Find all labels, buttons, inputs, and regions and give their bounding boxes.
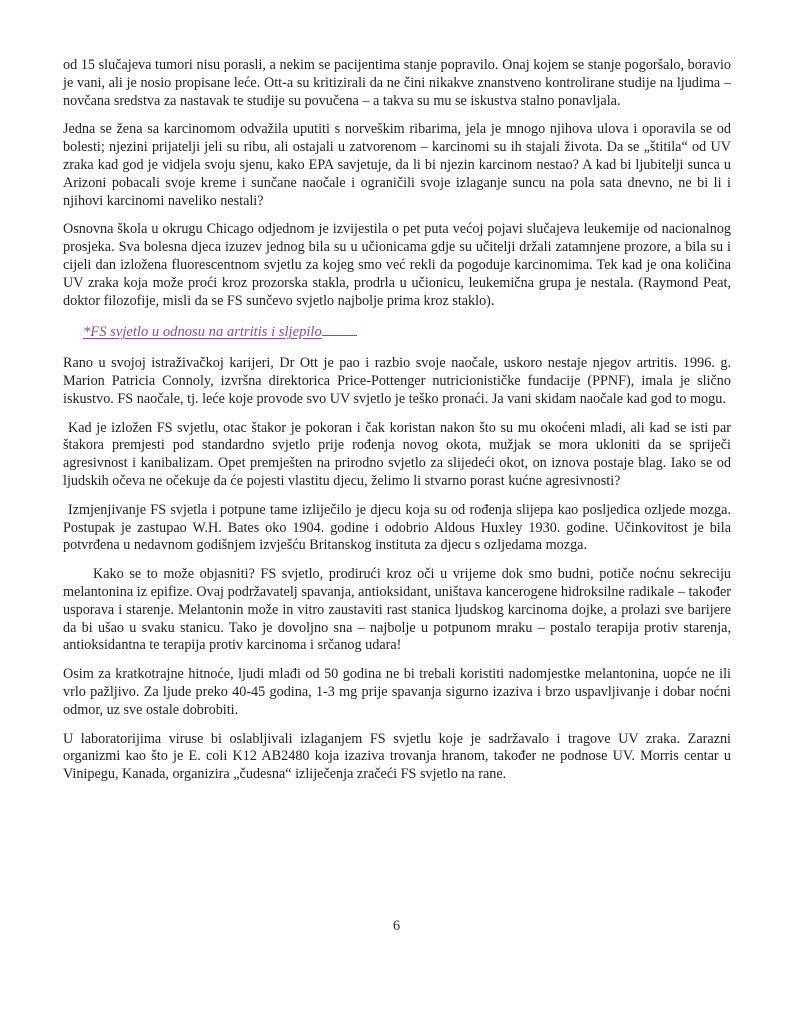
paragraph-chicago-school: Osnovna škola u okrugu Chicago odjednom je izvijestila o pet puta većoj pojavi slučajeva leukemije od nacionalnog prosjeka. Sva bolesna djeca izuzev jednog bila su u učionicama gdje su učitelji držali zatamnjene prozore, a bila su i cijeli dan izložena fluorescentnom svjetlu za kojeg smo već rekli da pogoduje karcinomima. Tek kad je ona količina UV zraka koja može proći kroz prozorska stakla, prodrla u učionicu, leukemična grupa je nestala. (Raymond Peat, doktor filozofije, misli da se FS sunčevo svjetlo najbolje prima kroz staklo).: [63, 221, 731, 309]
paragraph-norwegian-fishermen: Jedna se žena sa karcinomom odvažila uputiti s norveškim ribarima, jela je mnogo njihova ulova i oporavila se od bolesti; njezini prijatelji jeli su ribu, ali ostajali u zatvorenom – karcinomi su ih stajali života. Da se „štitila“ od UV zraka kad god je vidjela svoju sjenu, kako EPA savjetuje, da li bi njezin karcinom nestao? A kad bi ljubitelji sunca u Arizoni pobacali svoje kreme i sunčane naočale i ograničili svoje izlaganje suncu na pola sata dnevno, ne bi li i njihovi karcinomi naveliko nestali?: [63, 121, 731, 209]
page-number: 6: [392, 918, 401, 934]
document-body: [63, 57, 731, 795]
paragraph-rat-father: Kad je izložen FS svjetlu, otac štakor je pokoran i čak koristan nakon što su mu okoćeni mladi, ali kad se isti par štakora premjesti pod standardno svjetlo prije rođenja novog okota, mužjak se mora ukloniti da se spriječi agresivnost i kanibalizam. Opet premješten na prirodno svjetlo za slijedeći okot, on iznova postaje blag. Iako se od ljudskih očeva ne očekuje da će pojesti vlastitu djecu, želimo li stvarno porast kućne agresivnosti?: [63, 419, 731, 489]
section-heading-text: *FS svjetlo u odnosu na artritis i sljepilo: [83, 324, 322, 341]
paragraph-lab-viruses: U laboratorijima viruse bi oslabljivali izlaganjem FS svjetlu koje je sadržavalo i tragove UV zraka. Zarazni organizmi kao što je E. coli K12 AB2480 koja izaziva trovanja hranom, također ne podnose UV. Morris centar u Vinipegu, Kanada, organizira „čudesna“ izliječenja zračeći FS svjetlo na rane.: [63, 730, 731, 783]
paragraph-blind-children: Izmjenjivanje FS svjetla i potpune tame izliječilo je djecu koja su od rođenja slijepa kao posljedica ozljede mozga. Postupak je zastupao W.H. Bates oko 1904. godine i odobrio Aldous Huxley 1930. godine. Učinkovitost je bila potvrđena u nedavnom godišnjem izvješću Britanskog instituta za djecu s ozljedama mozga.: [63, 501, 731, 554]
heading-underline-tail: [322, 321, 357, 336]
paragraph-melatonin-supplements: Osim za kratkotrajne hitnoće, ljudi mlađi od 50 godina ne bi trebali koristiti nadomjestke melantonina, uopće ne ili vrlo pažljivo. Za ljude preko 40-45 godina, 1-3 mg prije spavanja sigurno izaziva i brzo uspavljivanje i dobar noćni odmor, uz sve ostale dobrobiti.: [63, 666, 731, 718]
paragraph-dr-ott-glasses: Rano u svojoj istraživačkoj karijeri, Dr Ott je pao i razbio svoje naočale, uskoro nestaje njegov artritis. 1996. g. Marion Patricia Connoly, izvršna direktorica Price-Pottenger nutricionističke fundacije (PPNF), imala je slično iskustvo. FS naočale, tj. leće koje provode svo UV svjetlo je teško pronaći. Ja vani skidam naočale kad god to mogu.: [63, 355, 731, 407]
paragraph-melatonin-explanation: Kako se to može objasniti? FS svjetlo, prodirući kroz oči u vrijeme dok smo budni, potiče noćnu sekreciju melantonina iz epifize. Ovaj podržavatelj spavanja, antioksidant, uništava kancerogene hidroksilne radikale – također usporava i starenje. Melantonin može in vitro zaustaviti rast stanica ljudskog karcinoma dojke, a prolazi sve barijere da bi ušao u svaku stanicu. Tako je dovoljno sna – najbolje u potpunom mraku – postalo terapija protiv starenja, antioksidantna te terapija protiv karcinoma i srčanog udara!: [63, 566, 731, 654]
section-heading: [63, 321, 731, 342]
paragraph-tumors: od 15 slučajeva tumori nisu porasli, a nekim se pacijentima stanje popravilo. Onaj kojem se stanje pogoršalo, boravio je vani, ali je nosio propisane leće. Ott-a su kritizirali da ne čini nikakve znanstveno kontrolirane studije na ljudima – novčana sredstva za nastavak te studije su povučena – a takva su mu se iskustva stalno ponavljala.: [63, 57, 731, 109]
